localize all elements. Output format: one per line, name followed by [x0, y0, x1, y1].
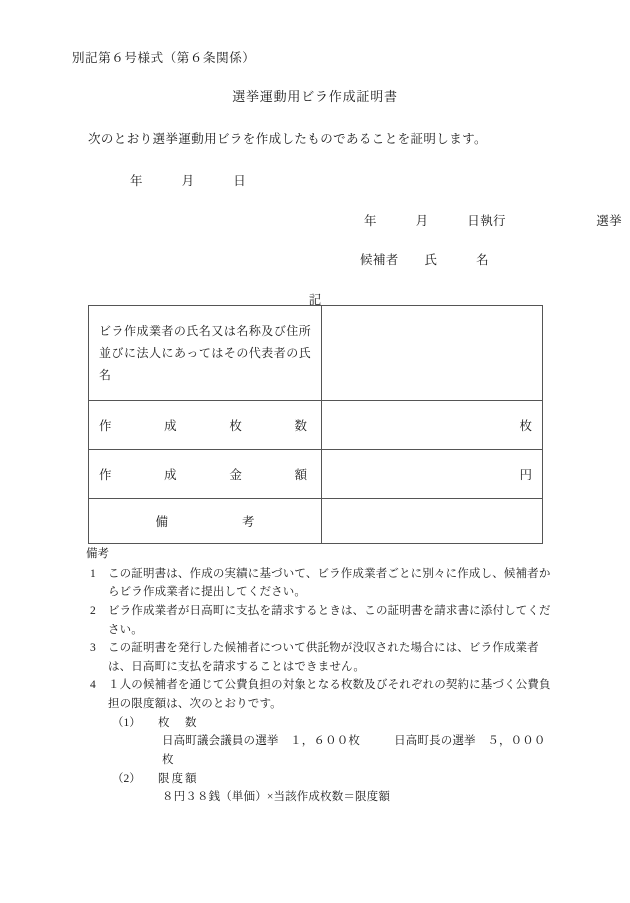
amount-label-char: 成	[164, 468, 177, 482]
remarks-label-cell	[89, 499, 322, 544]
ki-marker: 記	[308, 293, 322, 307]
sheet-count-label-char: 数	[294, 419, 307, 433]
note-number: 2	[90, 604, 96, 617]
maker-name-value-cell[interactable]	[322, 306, 543, 401]
sub-item	[86, 714, 556, 733]
sheet-count-value-cell[interactable]	[322, 401, 543, 450]
sub-item-label: 枚 数	[158, 716, 199, 729]
amount-value-cell[interactable]	[322, 450, 543, 499]
note-item	[86, 565, 556, 602]
sheet-count-label-char: 作	[99, 419, 112, 433]
sheet-limit-assembly: 日高町議会議員の選挙 １，６００枚	[162, 735, 361, 748]
certificate-table	[88, 305, 543, 544]
note-number: 3	[90, 642, 96, 655]
sheet-limit-mayor: 日高町長の選挙 ５，０００枚	[162, 735, 546, 766]
remarks-label-char: 考	[242, 515, 255, 529]
notes-heading: 備考	[86, 548, 109, 560]
amount-unit: 円	[519, 468, 532, 482]
candidate-name-line: 候補者 氏 名	[360, 253, 490, 267]
table-row	[89, 306, 543, 401]
amount-label-char: 額	[294, 468, 307, 482]
amount-label	[89, 465, 321, 483]
issue-date-line: 年 月 日	[130, 174, 247, 188]
document-title: 選挙運動用ビラ作成証明書	[232, 89, 398, 104]
note-item	[86, 639, 556, 676]
table-row	[89, 401, 543, 450]
sub-item-number: （1）	[112, 716, 141, 729]
remarks-value-cell[interactable]	[322, 499, 543, 544]
limit-formula: ８円３８銭（単価）×当該作成枚数＝限度額	[162, 791, 390, 804]
notes-section	[86, 545, 556, 807]
note-item	[86, 602, 556, 639]
sub-item	[86, 770, 556, 789]
form-number-label: 別記第６号様式（第６条関係）	[72, 51, 256, 65]
amount-label-char: 作	[99, 468, 112, 482]
table-row	[89, 499, 543, 544]
sub-item-label: 限度額	[158, 772, 199, 785]
remarks-label	[89, 512, 321, 530]
note-text: この証明書は、作成の実績に基づいて、ビラ作成業者ごとに別々に作成し、候補者からビラ作成業者に提出してください。	[108, 567, 551, 599]
sheet-count-unit: 枚	[519, 419, 532, 433]
intro-sentence: 次のとおり選挙運動用ビラを作成したものであることを証明します。	[88, 132, 487, 146]
remarks-label-char: 備	[155, 515, 168, 529]
sheet-count-label	[89, 416, 321, 434]
note-number: 4	[90, 679, 96, 692]
sub-item-detail-row	[86, 788, 556, 807]
note-number: 1	[90, 567, 96, 580]
election-date-line: 年 月 日執行 選挙	[364, 214, 623, 228]
sub-item-number: （2）	[112, 772, 141, 785]
sheet-count-label-char: 成	[164, 419, 177, 433]
sheet-count-label-char: 枚	[229, 419, 242, 433]
maker-name-label: ビラ作成業者の氏名又は名称及び住所並びに法人にあってはその代表者の氏名	[99, 323, 311, 383]
amount-label-char: 金	[229, 468, 242, 482]
note-item	[86, 676, 556, 713]
note-text: ビラ作成業者が日高町に支払を請求するときは、この証明書を請求書に添付してください。	[108, 604, 551, 636]
sub-item-detail-row	[86, 732, 556, 769]
maker-name-label-cell	[89, 306, 322, 401]
table-row	[89, 450, 543, 499]
note-text: この証明書を発行した候補者について供託物が没収された場合には、ビラ作成業者は、日高町に支払を請求することはできません。	[108, 642, 539, 673]
amount-label-cell	[89, 450, 322, 499]
note-text: １人の候補者を通じて公費負担の対象となる枚数及びそれぞれの契約に基づく公費負担の限度額は、次のとおりです。	[108, 679, 551, 710]
sheet-count-label-cell	[89, 401, 322, 450]
